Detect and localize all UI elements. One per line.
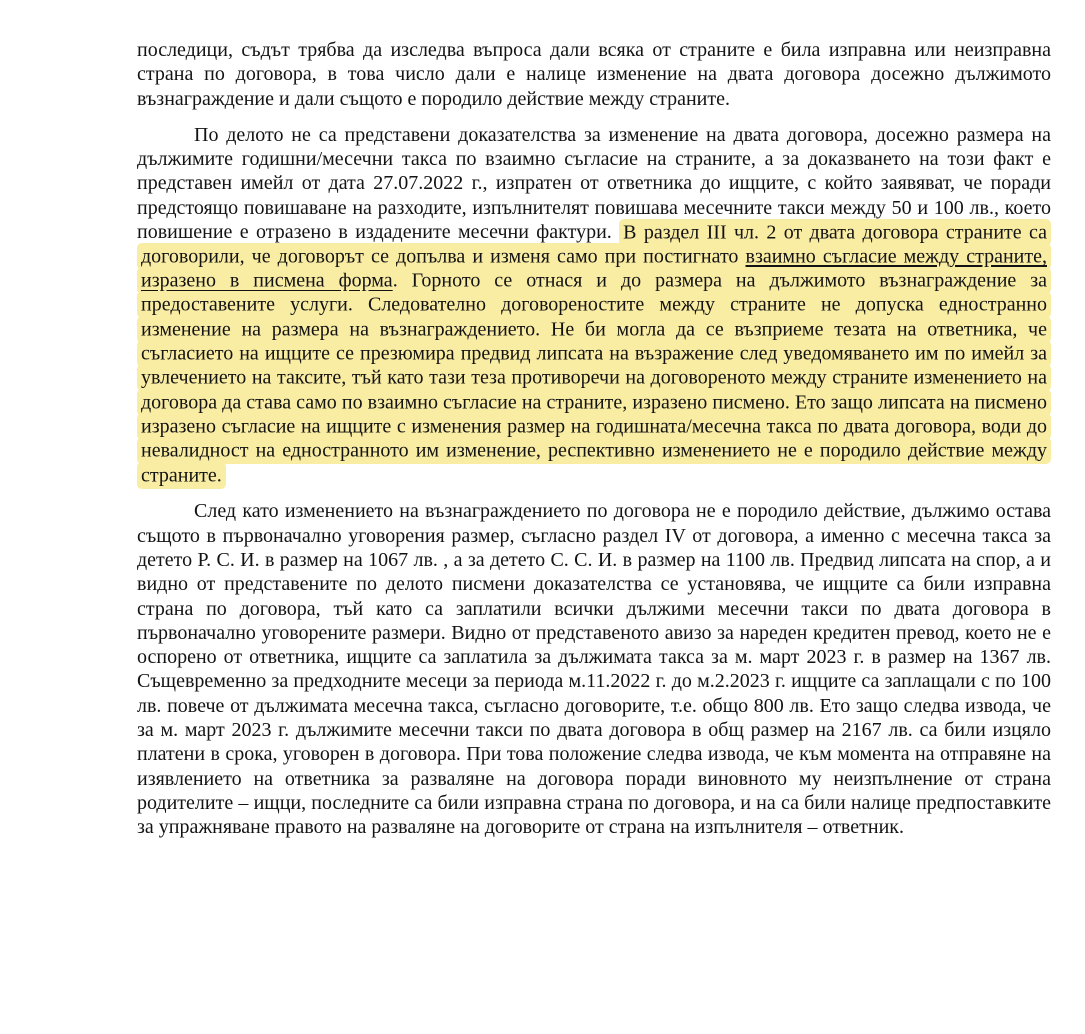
body-text: последици, съдът трябва да изследва въпроса дали всяка от страните е била изправна или неизправна страна по договора, в това число дали е налице изменение на двата договора досежно дължимото възнаграждение и дали същото е породило действие между страните. bbox=[137, 39, 1051, 110]
document-text-block bbox=[137, 38, 1051, 840]
body-text: След като изменението на възнаграждението по договора не е породило действие, дължимо остава същото в първоначално уговорения размер, съгласно раздел IV от договора, а именно с месечна такса за детето Р. С. И. в размер на 1067 лв. , а за детето С. С. И. в размер на 1100 лв. Предвид липсата на спор, а и видно от представените по делото писмени доказателства се установява, че ищците са били изправна страна по договора, тъй като са заплатили всички дължими месечни такси по двата договора в първоначално уговорените размери. Видно от представеното авизо за нареден кредитен превод, което не е оспорено от ответника, ищците са заплатила за дължимата такса за м. март 2023 г. в размер на 1367 лв. Същевременно за предходните месеци за периода м.11.2022 г. до м.2.2023 г. ищците са заплащали с по 100 лв. повече от дължимата месечна такса, съгласно договорите, т.е. общо 800 лв. Ето защо следва извода, че за м. март 2023 г. дължимите месечни такси по двата договора в общ размер на 2167 лв. са били изцяло платени в срока, уговорен в договора. При това положение следва извода, че към момента на отправяне на изявлението на ответника за разваляне на договора поради виновното му неизпълнение от страна родителите – ищци, последните са били изправна страна по договора, и на са били налице предпоставките за упражняване правото на разваляне на договорите от страна на изпълнителя – ответник. bbox=[137, 500, 1051, 839]
paragraph-evidence-and-contract-clause bbox=[137, 123, 1051, 487]
body-text: По делото не са представени доказателства за изменение на двата договора, досежно размера на дължимите годишни/месечни такса по взаимно съгласие на страните, а за доказването на този факт е представен имейл от дата 27.07.2022 г., изпратен от ответника до ищците, с който заявяват, че поради предстоящо повишаване на разходите, изпълнителят повишава месечните такси между 50 и 100 лв., което повишение е отразено в издадените месечни фактури. bbox=[137, 123, 1051, 244]
paragraph-continuation bbox=[137, 38, 1051, 111]
paragraph-payment-findings bbox=[137, 499, 1051, 839]
highlighted-text: В раздел III чл. 2 от двата договора страните са договорили, че договорът се допълва и изменя само при постигнато взаимно съгласие между страните, изразено в писмена форма. Горното се отнася и до размера на дължимото възнаграждение за предоставените услуги. Следователно договореностите между страните не допуска едностранно изменение на размера на възнаграждението. Не би могла да се възприеме тезата на ответника, че съгласието на ищците се презюмира предвид липсата на възражение след уведомяването им по имейл за увлечението на таксите, тъй като тази теза противоречи на договореното между страните изменението на договора да става само по взаимно съгласие на страните, изразено писмено. Ето защо липсата на писмено изразено съгласие на ищците с изменения размер на годишната/месечна такса по двата договора, води до невалидност на едностранното им изменение, респективно изменението не е породило действие между страните. bbox=[137, 219, 1051, 489]
underlined-text: взаимно съгласие между страните, изразено в писмена форма bbox=[141, 245, 1047, 292]
